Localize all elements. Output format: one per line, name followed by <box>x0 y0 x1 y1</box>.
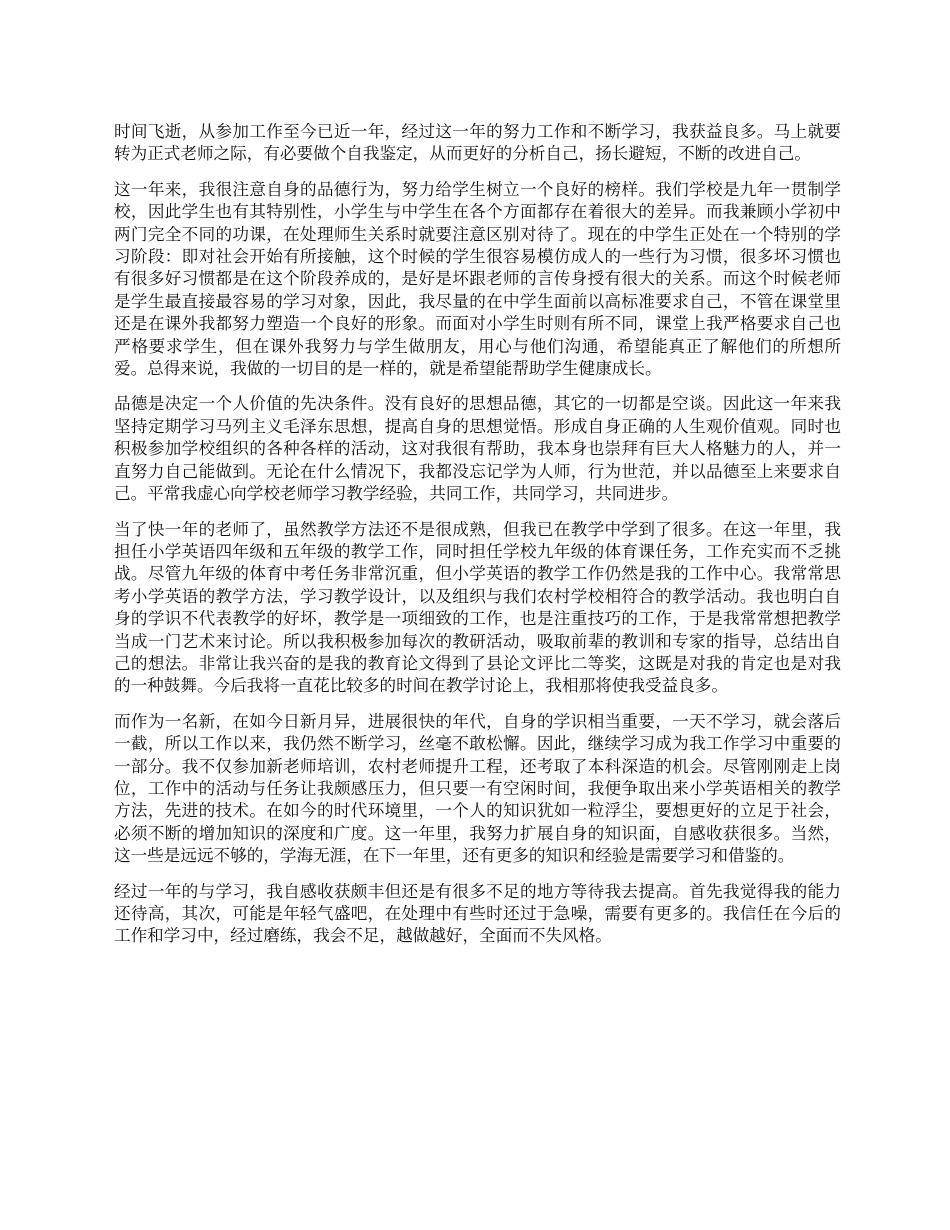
paragraph-conduct: 这一年来，我很注意自身的品德行为，努力给学生树立一个良好的榜样。我们学校是九年一贯制学校，因此学生也有其特别性，小学生与中学生在各个方面都存在着很大的差异。而我兼顾小学初中两门完全不同的功课，在处理师生关系时就要注意区别对待了。现在的中学生正处在一个特别的学习阶段：即对社会开始有所接触，这个时候的学生很容易模仿成人的一些行为习惯，很多坏习惯也有很多好习惯都是在这个阶段养成的，是好是坏跟老师的言传身授有很大的关系。而这个时候老师是学生最直接最容易的学习对象，因此，我尽量的在中学生面前以高标准要求自己，不管在课堂里还是在课外我都努力塑造一个良好的形象。而面对小学生时则有所不同，课堂上我严格要求自己也严格要求学生，但在课外我努力与学生做朋友，用心与他们沟通，希望能真正了解他们的所想所爱。总得来说，我做的一切目的是一样的，就是希望能帮助学生健康成长。 <box>114 179 841 379</box>
document-body <box>114 121 841 961</box>
paragraph-conclusion: 经过一年的与学习，我自感收获颇丰但还是有很多不足的地方等待我去提高。首先我觉得我的能力还待高，其次，可能是年轻气盛吧，在处理中有些时还过于急噪，需要有更多的。我信任在今后的工作和学习中，经过磨练，我会不足，越做越好，全面而不失风格。 <box>114 881 841 946</box>
paragraph-intro: 时间飞逝，从参加工作至今已近一年，经过这一年的努力工作和不断学习，我获益良多。马上就要转为正式老师之际，有必要做个自我鉴定，从而更好的分析自己，扬长避短，不断的改进自己。 <box>114 122 841 164</box>
paragraph-teaching: 当了快一年的老师了，虽然教学方法还不是很成熟，但我已在教学中学到了很多。在这一年里，我担任小学英语四年级和五年级的教学工作，同时担任学校九年级的体育课任务，工作充实而不乏挑战。尽管九年级的体育中考任务非常沉重，但小学英语的教学工作仍然是我的工作中心。我常常思考小学英语的教学方法，学习教学设计，以及组织与我们农村学校相符合的教学活动。我也明白自身的学识不代表教学的好坏，教学是一项细致的工作，也是注重技巧的工作，于是我常常想把教学当成一门艺术来讨论。所以我积极参加每次的教研活动，吸取前辈的教训和专家的指导，总结出自己的想法。非常让我兴奋的是我的教育论文得到了县论文评比二等奖，这既是对我的肯定也是对我的一种鼓舞。今后我将一直花比较多的时间在教学讨论上，我相那将使我受益良多。 <box>114 519 841 696</box>
paragraph-morality: 品德是决定一个人价值的先决条件。没有良好的思想品德，其它的一切都是空谈。因此这一年来我坚持定期学习马列主义毛泽东思想，提高自身的思想觉悟。形成自身正确的人生观价值观。同时也积极参加学校组织的各种各样的活动，这对我很有帮助，我本身也崇拜有巨大人格魅力的人，并一直努力自己能做到。无论在什么情况下，我都没忘记学为人师，行为世范，并以品德至上来要求自己。平常我虚心向学校老师学习教学经验，共同工作，共同学习，共同进步。 <box>114 394 841 504</box>
paragraph-learning: 而作为一名新，在如今日新月异，进展很快的年代，自身的学识相当重要，一天不学习，就会落后一截，所以工作以来，我仍然不断学习，丝毫不敢松懈。因此，继续学习成为我工作学习中重要的一部分。我不仅参加新老师培训，农村老师提升工程，还考取了本科深造的机会。尽管刚刚走上岗位，工作中的活动与任务让我颇感压力，但只要一有空闲时间，我便争取出来小学英语相关的教学方法，先进的技术。在如今的时代环境里，一个人的知识犹如一粒浮尘，要想更好的立足于社会，必须不断的增加知识的深度和广度。这一年里，我努力扩展自身的知识面，自感收获很多。当然，这一些是远远不够的，学海无涯，在下一年里，还有更多的知识和经验是需要学习和借鉴的。 <box>114 711 841 866</box>
